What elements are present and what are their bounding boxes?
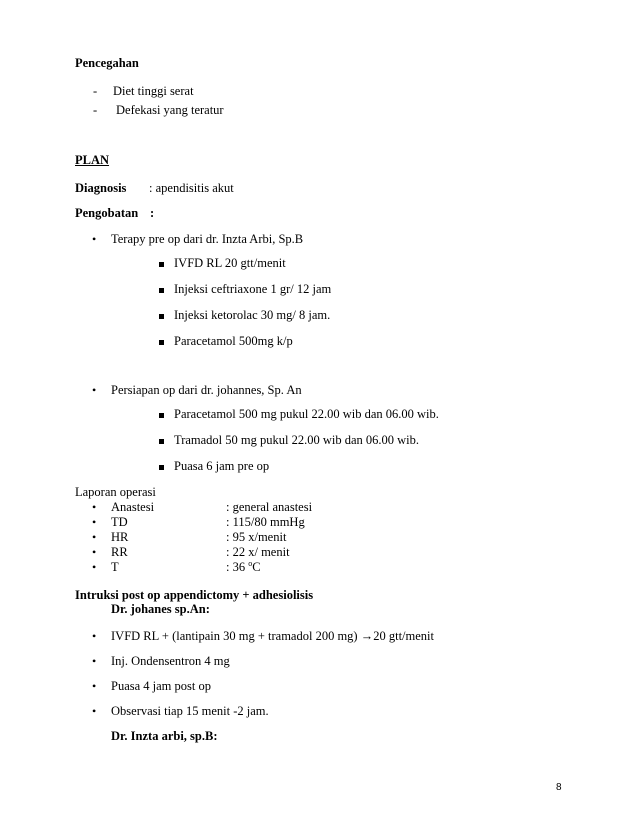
bullet-icon: • [92,629,97,643]
square-bullet-icon [159,465,164,470]
square-bullet-icon [159,439,164,444]
laporan-label: T [111,560,119,574]
laporan-value: : 95 x/menit [226,530,287,544]
bullet-icon: • [92,383,97,397]
pencegahan-item: Defekasi yang teratur [116,103,224,117]
laporan-label: HR [111,530,129,544]
instruksi-item: Observasi tiap 15 menit -2 jam. [111,704,269,718]
laporan-value: : general anastesi [226,500,313,514]
terapy-item: Injeksi ceftriaxone 1 gr/ 12 jam [174,282,332,296]
doctor-name: Dr. Inzta arbi, sp.B: [111,729,218,743]
laporan-heading: Laporan operasi [75,485,156,499]
list-marker: - [93,103,98,117]
bullet-icon: • [92,679,97,693]
square-bullet-icon [159,413,164,418]
terapy-item: IVFD RL 20 gtt/menit [174,256,286,270]
laporan-label: Anastesi [111,500,155,514]
square-bullet-icon [159,314,164,319]
persiapan-item: Puasa 6 jam pre op [174,459,270,473]
square-bullet-icon [159,262,164,267]
pengobatan-label: Pengobatan [75,206,139,220]
terapy-item: Paracetamol 500mg k/p [174,334,293,348]
bullet-icon: • [92,500,97,514]
arrow-right-icon: → [360,629,374,643]
laporan-value: : 36 $^o$C [226,558,261,574]
terapy-item: Injeksi ketorolac 30 mg/ 8 jam. [174,308,331,322]
square-bullet-icon [159,288,164,293]
instruksi-item: Inj. Ondensentron 4 mg [111,654,230,668]
diagnosis-label: Diagnosis [75,181,127,195]
bullet-icon: • [92,530,97,544]
bullet-icon: • [92,560,97,574]
instruksi-item: Puasa 4 jam post op [111,679,211,693]
bullet-icon: • [92,232,97,246]
plan-heading: PLAN [75,153,110,167]
pencegahan-heading: Pencegahan [75,56,139,70]
laporan-value: : 115/80 mmHg [226,515,305,529]
bullet-icon: • [92,515,97,529]
terapy-heading: Terapy pre op dari dr. Inzta Arbi, Sp.B [111,232,304,246]
list-marker: - [93,84,98,98]
bullet-icon: • [92,545,97,559]
pengobatan-colon: : [150,206,155,220]
instruksi-item: IVFD RL + (lantipain 30 mg + tramadol 200 mg) →20 gtt/menit [111,629,434,643]
bullet-icon: • [92,704,97,718]
persiapan-item: Tramadol 50 mg pukul 22.00 wib dan 06.00 wib. [174,433,420,447]
persiapan-item: Paracetamol 500 mg pukul 22.00 wib dan 06.00 wib. [174,407,439,421]
laporan-value: : 22 x/ menit [226,545,290,559]
page-number: 8 [556,782,562,793]
instruksi-heading: Intruksi post op appendictomy + adhesiolisis [75,588,314,602]
square-bullet-icon [159,340,164,345]
diagnosis-value: : apendisitis akut [149,181,234,195]
laporan-label: TD [111,515,128,529]
laporan-label: RR [111,545,128,559]
doctor-name: Dr. johanes sp.An: [111,602,210,616]
bullet-icon: • [92,654,97,668]
pencegahan-item: Diet tinggi serat [113,84,194,98]
persiapan-heading: Persiapan op dari dr. johannes, Sp. An [111,383,302,397]
